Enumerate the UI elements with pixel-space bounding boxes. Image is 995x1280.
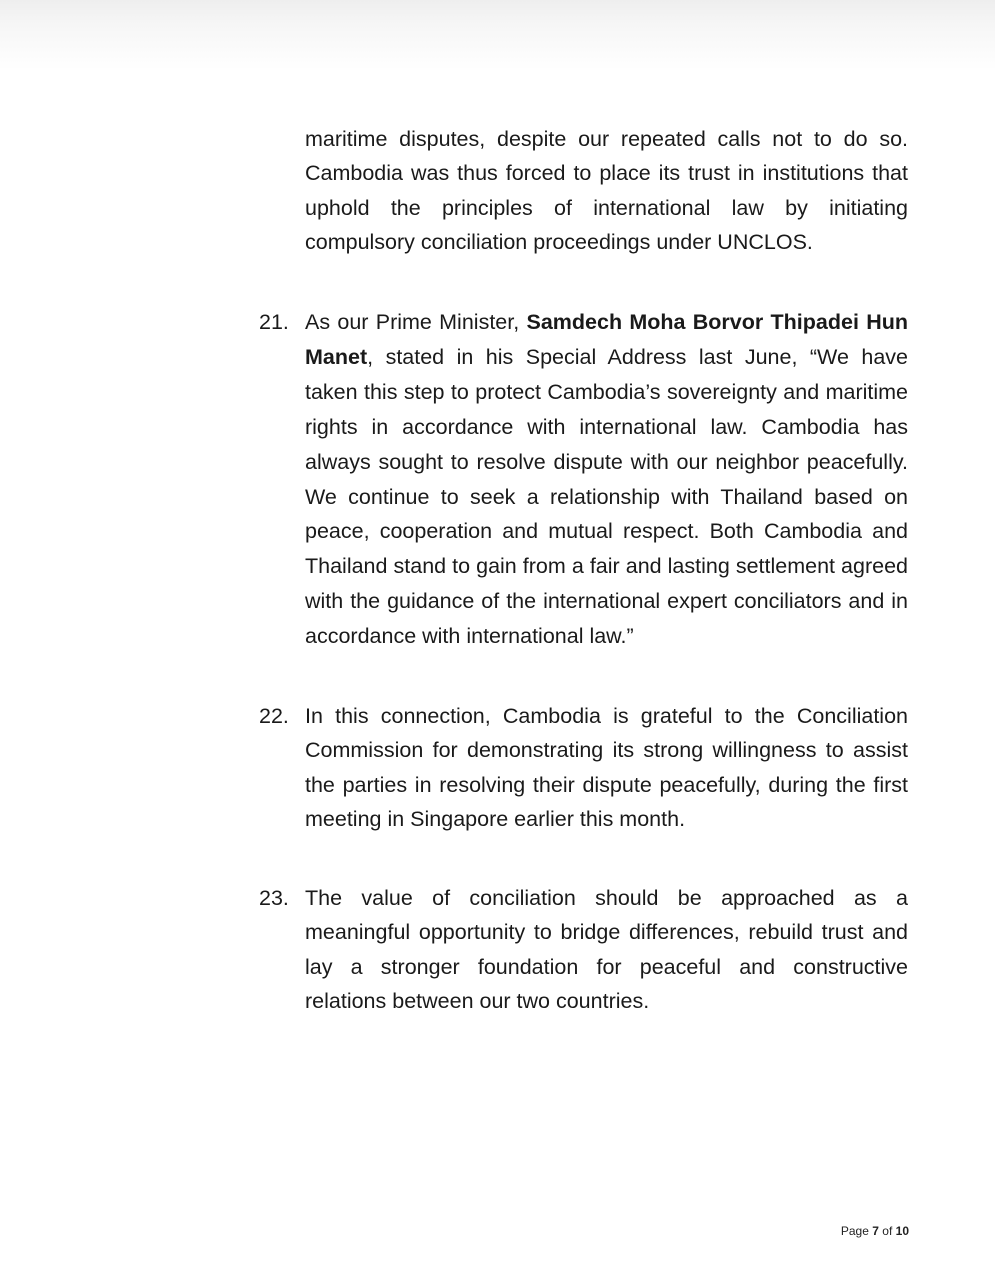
- footer-total-pages: 10: [895, 1224, 909, 1238]
- prime-minister-name: Samdech Moha Borvor Thipadei Hun Manet: [305, 310, 909, 369]
- continued-paragraph-text: maritime disputes, despite our repeated calls not to do so. Cambodia was thus forced to place its trust in institutions that uphold the principles of international law by initiating compulsory conciliation proceedings under UNCLOS.: [305, 127, 908, 255]
- paragraph-number: 21.: [259, 310, 289, 334]
- paragraph-text: In this connection, Cambodia is grateful to the Conciliation Commission for demonstrating its strong willingness to assist the parties in resolving their dispute peacefully, during the first meeting in Singapore earlier this month.: [305, 704, 908, 832]
- footer-of-word: of: [882, 1224, 893, 1238]
- page-number-footer: [841, 1224, 909, 1238]
- paragraph-text-quote: , stated in his Special Address last June, “We have taken this step to protect Cambodia’s sovereignty and maritime rights in accordance with international law. Cambodia has always sought to resolve dispute with our neighbor peacefully. We continue to seek a relationship with Thailand based on peace, cooperation and mutual respect. Both Cambodia and Thailand stand to gain from a fair and lasting settlement agreed with the guidance of the international expert conciliators and in accordance with international law.”: [305, 344, 908, 649]
- paragraph-number: 23.: [259, 886, 289, 910]
- paragraph-number: 22.: [259, 704, 289, 728]
- paragraph-22: [259, 699, 908, 837]
- paragraph-text: The value of conciliation should be approached as a meaningful opportunity to bridge differences, rebuild trust and lay a stronger foundation for peaceful and constructive relations between our two countries.: [305, 886, 908, 1014]
- continued-paragraph: [305, 122, 908, 260]
- paragraph-text-intro: As our Prime Minister,: [305, 310, 527, 334]
- paragraph-23: [259, 881, 908, 1019]
- footer-current-page: 7: [872, 1224, 879, 1238]
- footer-page-word: Page: [840, 1224, 869, 1238]
- paragraph-21: [259, 305, 909, 654]
